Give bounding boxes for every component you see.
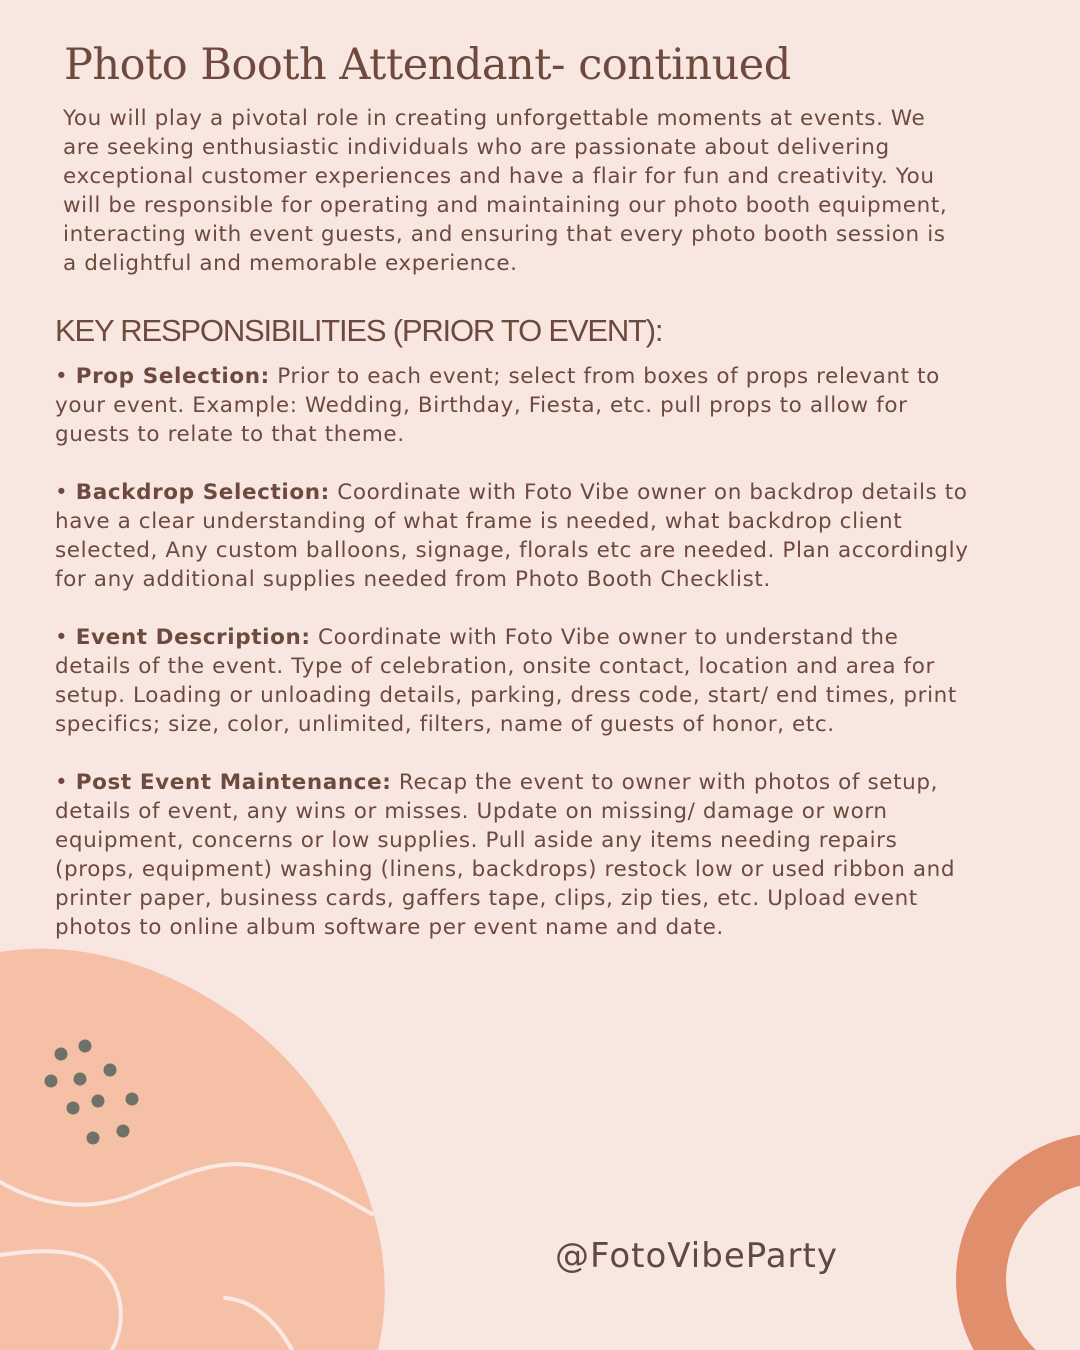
bullet: • (55, 480, 69, 505)
responsibility-backdrop-selection (55, 478, 980, 594)
responsibility-label: Post Event Maintenance: (75, 770, 392, 795)
responsibility-label: Backdrop Selection: (75, 480, 330, 505)
responsibility-post-event-maintenance (55, 768, 980, 942)
social-handle: @FotoVibeParty (555, 1236, 838, 1276)
section-heading: KEY RESPONSIBILITIES (PRIOR TO EVENT): (55, 313, 663, 348)
responsibility-label: Event Description: (75, 625, 311, 650)
responsibility-text: Prior to each event; select from boxes of props relevant to your event. Example: Wedding, Birthday, Fiesta, etc. pull props to allow for guests to relate to that theme. (55, 364, 940, 447)
responsibility-text: Recap the event to owner with photos of setup, details of event, any wins or misses. Update on missing/ damage or worn equipment, concerns or low supplies. Pull aside any items needing repairs (props, equipment) washing (linens, backdrops) restock low or used ribbon and printer paper, business cards, gaffers tape, clips, zip ties, etc. Upload event photos to online album software per event name and date. (55, 770, 956, 940)
responsibilities-list (55, 362, 980, 971)
responsibility-event-description (55, 623, 980, 739)
responsibility-label: Prop Selection: (75, 364, 270, 389)
bullet: • (55, 364, 69, 389)
orange-ring-shape (981, 1158, 1080, 1350)
responsibility-prop-selection (55, 362, 980, 449)
intro-paragraph: You will play a pivotal role in creating unforgettable moments at events. We are seeking enthusiastic individuals who are passionate about delivering exceptional customer experiences and have a flair for fun and creativity. You will be responsible for operating and maintaining our photo booth equipment, interacting with event guests, and ensuring that every photo booth session is a delightful and memorable experience. (63, 106, 948, 276)
bullet: • (55, 770, 69, 795)
responsibility-text: Coordinate with Foto Vibe owner to understand the details of the event. Type of celebration, onsite contact, location and area for setup. Loading or unloading details, parking, dress code, start/ end times, print specifics; size, color, unlimited, filters, name of guests of honor, etc. (55, 625, 957, 737)
page-title: Photo Booth Attendant- continued (64, 40, 791, 90)
peach-blob-shape (0, 949, 385, 1350)
responsibility-text: Coordinate with Foto Vibe owner on backdrop details to have a clear understanding of what frame is needed, what backdrop client selected, Any custom balloons, signage, florals etc are needed. Plan accordingly for any additional supplies needed from Photo Booth Checklist. (55, 480, 969, 592)
bullet: • (55, 625, 69, 650)
